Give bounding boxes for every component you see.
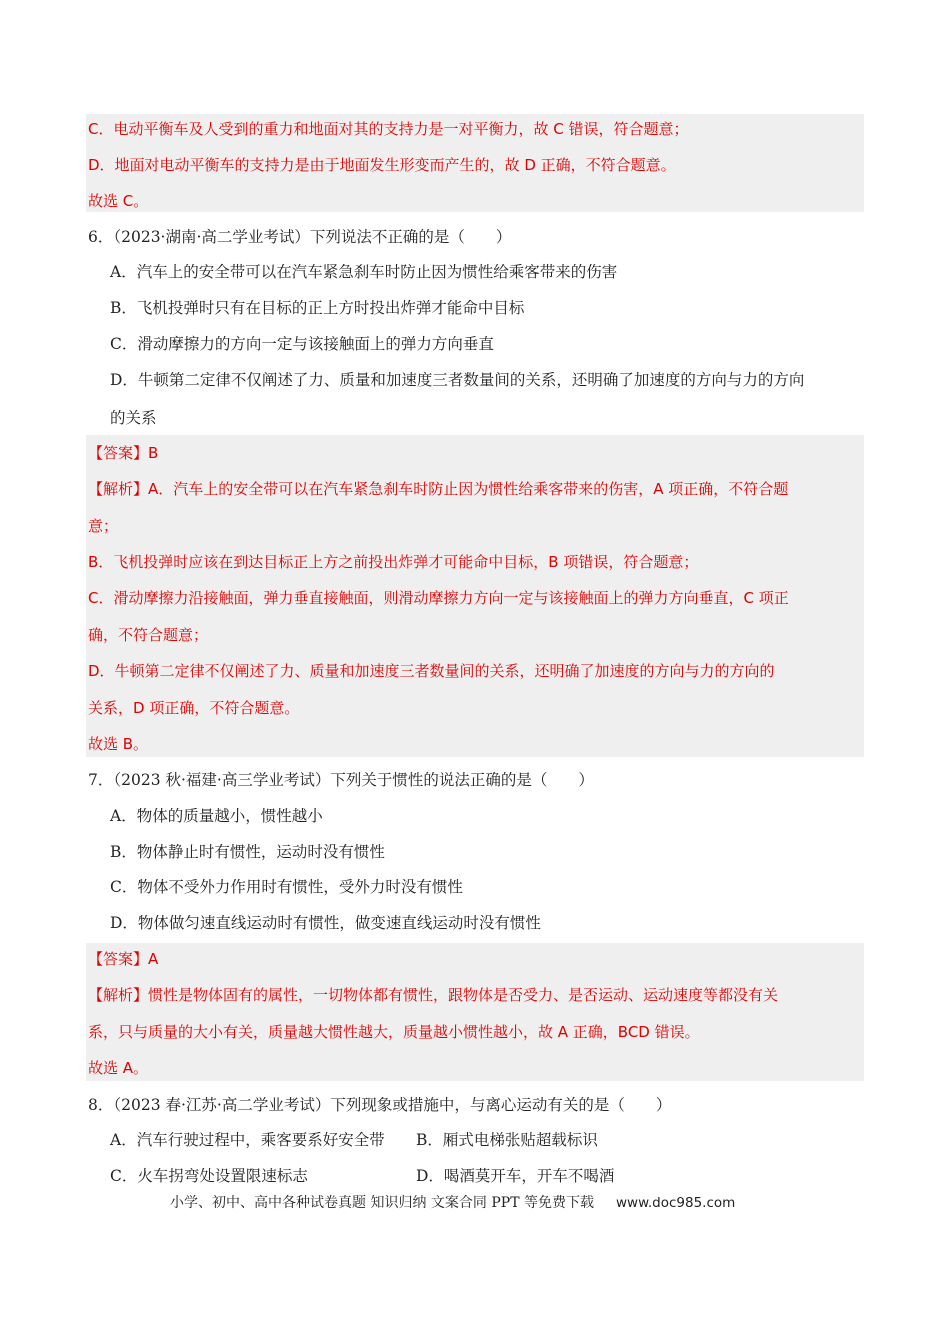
option-a: A．汽车上的安全带可以在汽车紧急刹车时防止因为惯性给乘客带来的伤害 [110,263,618,281]
analysis-line: 系，只与质量的大小有关，质量越大惯性越大，质量越小惯性越小，故 A 正确，BCD 错误。 [88,1023,700,1041]
analysis-line: 【解析】A．汽车上的安全带可以在汽车紧急刹车时防止因为惯性给乘客带来的伤害，A 项正确，不符合题 [88,480,789,498]
footer [170,1192,735,1212]
conclusion-line: 故选 A。 [88,1059,149,1077]
analysis-line: C．滑动摩擦力沿接触面，弹力垂直接触面，则滑动摩擦力方向一定与该接触面上的弹力方向垂直，C 项正 [88,589,789,607]
analysis-line: D．地面对电动平衡车的支持力是由于地面发生形变而产生的，故 D 正确，不符合题意。 [88,156,676,174]
option-c: C．火车拐弯处设置限速标志 [110,1167,308,1185]
answer-block-q7 [86,943,864,1081]
question-7-stem: 7．（2023 秋·福建·高三学业考试）下列关于惯性的说法正确的是（ ） [88,771,594,789]
analysis-line: 关系，D 项正确，不符合题意。 [88,699,300,717]
analysis-line: 确，不符合题意； [88,626,209,644]
footer-url[interactable]: www.doc985.com [615,1195,736,1211]
option-b: B．物体静止时有惯性，运动时没有惯性 [110,843,385,861]
option-d: D．物体做匀速直线运动时有惯性，做变速直线运动时没有惯性 [110,914,541,932]
analysis-line: 意； [88,517,119,535]
option-a: A．物体的质量越小，惯性越小 [110,807,323,825]
footer-text: 小学、初中、高中各种试卷真题 知识归纳 文案合同 PPT 等免费下载 [170,1195,594,1211]
option-b: B．厢式电梯张贴超载标识 [416,1131,598,1149]
analysis-line: B．飞机投弹时应该在到达目标正上方之前投出炸弹才可能命中目标，B 项错误，符合题意； [88,553,699,571]
option-d-continued: 的关系 [110,409,157,427]
question-8-stem: 8．（2023 春·江苏·高二学业考试）下列现象或措施中，与离心运动有关的是（ ） [88,1096,672,1114]
option-b: B．飞机投弹时只有在目标的正上方时投出炸弹才能命中目标 [110,299,525,317]
conclusion-line: 故选 C。 [88,192,149,210]
conclusion-line: 故选 B。 [88,735,149,753]
option-a: A．汽车行驶过程中，乘客要系好安全带 [110,1131,385,1149]
analysis-line: C．电动平衡车及人受到的重力和地面对其的支持力是一对平衡力，故 C 错误，符合题意； [88,120,689,138]
answer-label: 【答案】A [88,950,159,968]
option-d: D．喝酒莫开车，开车不喝酒 [416,1167,615,1185]
answer-label: 【答案】B [88,444,159,462]
analysis-line: 【解析】惯性是物体固有的属性，一切物体都有惯性，跟物体是否受力、是否运动、运动速度等都没有关 [88,986,779,1004]
option-c: C．滑动摩擦力的方向一定与该接触面上的弹力方向垂直 [110,335,494,353]
question-6-stem: 6．（2023·湖南·高二学业考试）下列说法不正确的是（ ） [88,228,512,246]
analysis-line: D．牛顿第二定律不仅阐述了力、质量和加速度三者数量间的关系，还明确了加速度的方向与力的方向的 [88,662,775,680]
option-d: D．牛顿第二定律不仅阐述了力、质量和加速度三者数量间的关系，还明确了加速度的方向与力的方向 [110,371,805,389]
option-c: C．物体不受外力作用时有惯性，受外力时没有惯性 [110,878,463,896]
